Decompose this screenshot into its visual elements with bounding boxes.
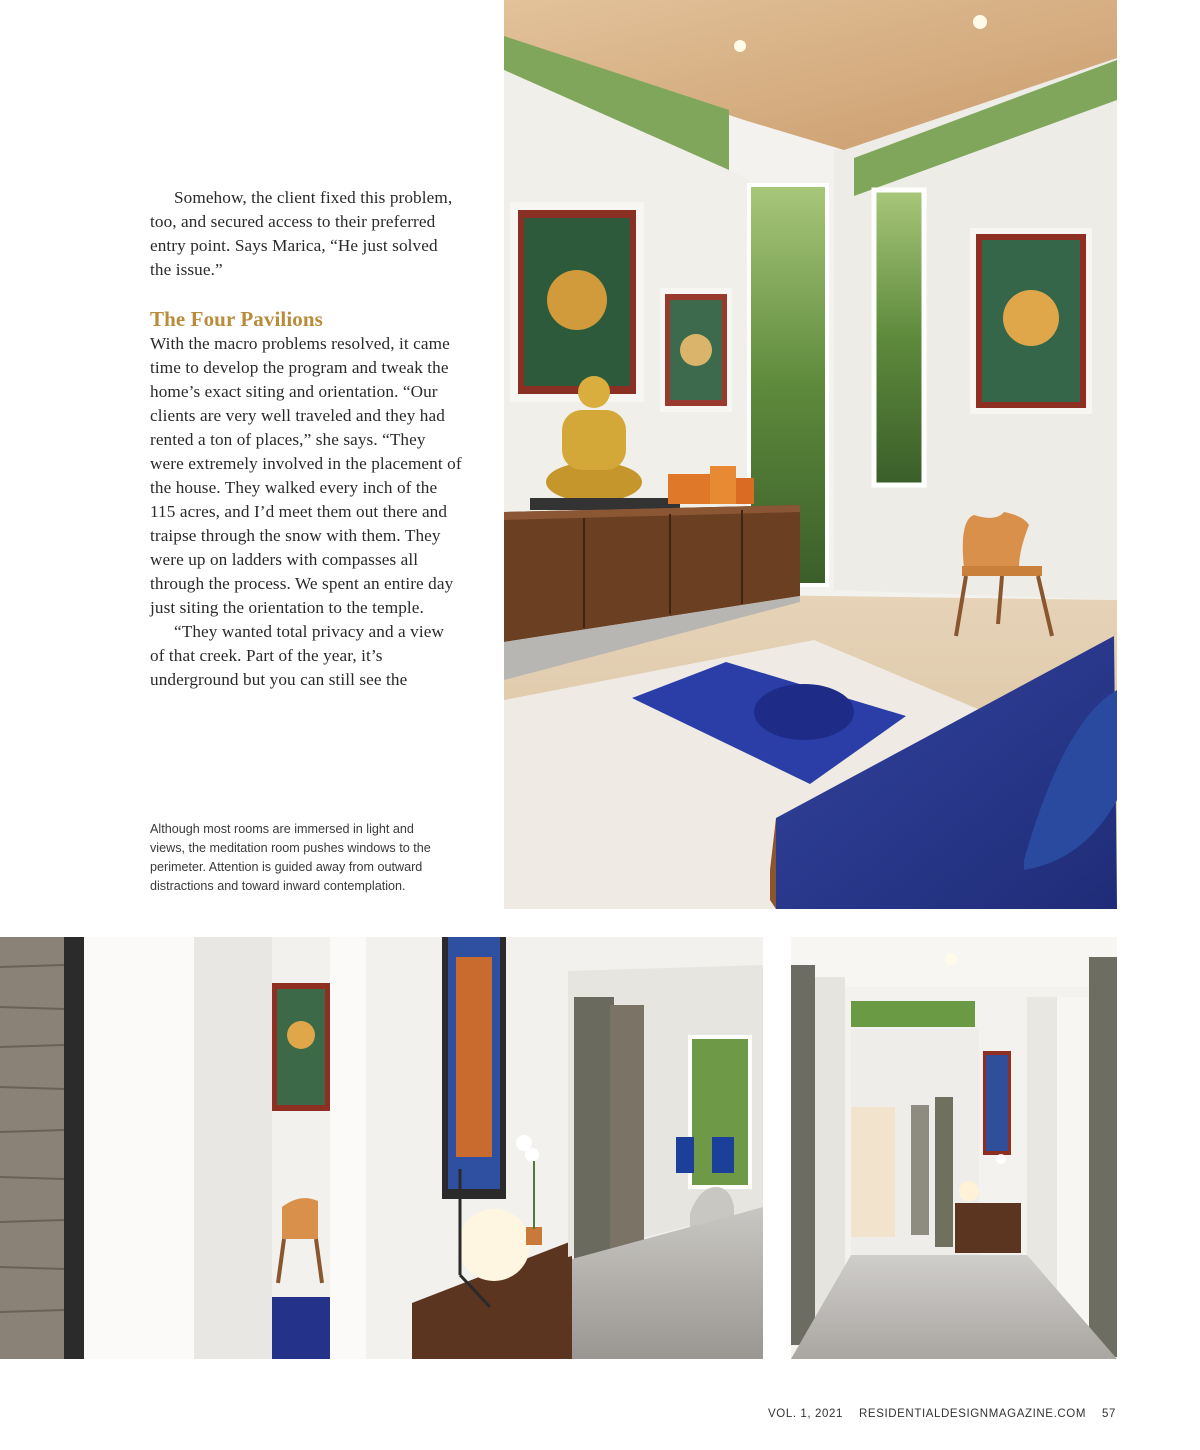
- page-footer: [768, 1408, 1116, 1420]
- page-number: 57: [1102, 1408, 1116, 1420]
- hallway-illustration: [0, 937, 763, 1359]
- meditation-room-photo: [504, 0, 1117, 909]
- meditation-room-illustration: [504, 0, 1117, 909]
- article-paragraph: With the macro problems resolved, it came time to develop the program and tweak the home’s exact siting and orientation. “Our clients are very well traveled and they had rented a ton of places,” she says. “They were extremely involved in the placement of the house. They walked every inch of the 115 acres, and I’d meet them out there and traipse through the snow with them. They were up on ladders with compasses all through the process. We spent an entire day just siting the orientation to the temple.: [150, 334, 462, 617]
- hallway-photo: [0, 937, 763, 1359]
- issue-volume: VOL. 1, 2021: [768, 1408, 844, 1420]
- corridor-photo: [791, 937, 1117, 1359]
- magazine-website: RESIDENTIALDESIGNMAGAZINE.COM: [859, 1408, 1086, 1420]
- article-body: [150, 186, 462, 692]
- article-paragraph: “They wanted total privacy and a view of that creek. Part of the year, it’s underground but you can still see the: [150, 622, 444, 689]
- article-paragraph: Somehow, the client fixed this problem, too, and secured access to their preferred entry point. Says Marica, “He just solved the issue.”: [150, 188, 453, 279]
- corridor-illustration: [791, 937, 1117, 1359]
- photo-caption: Although most rooms are immersed in light and views, the meditation room pushes windows to the perimeter. Attention is guided away from outward distractions and toward inward contemplation.: [150, 822, 431, 893]
- section-subhead: The Four Pavilions: [150, 307, 323, 331]
